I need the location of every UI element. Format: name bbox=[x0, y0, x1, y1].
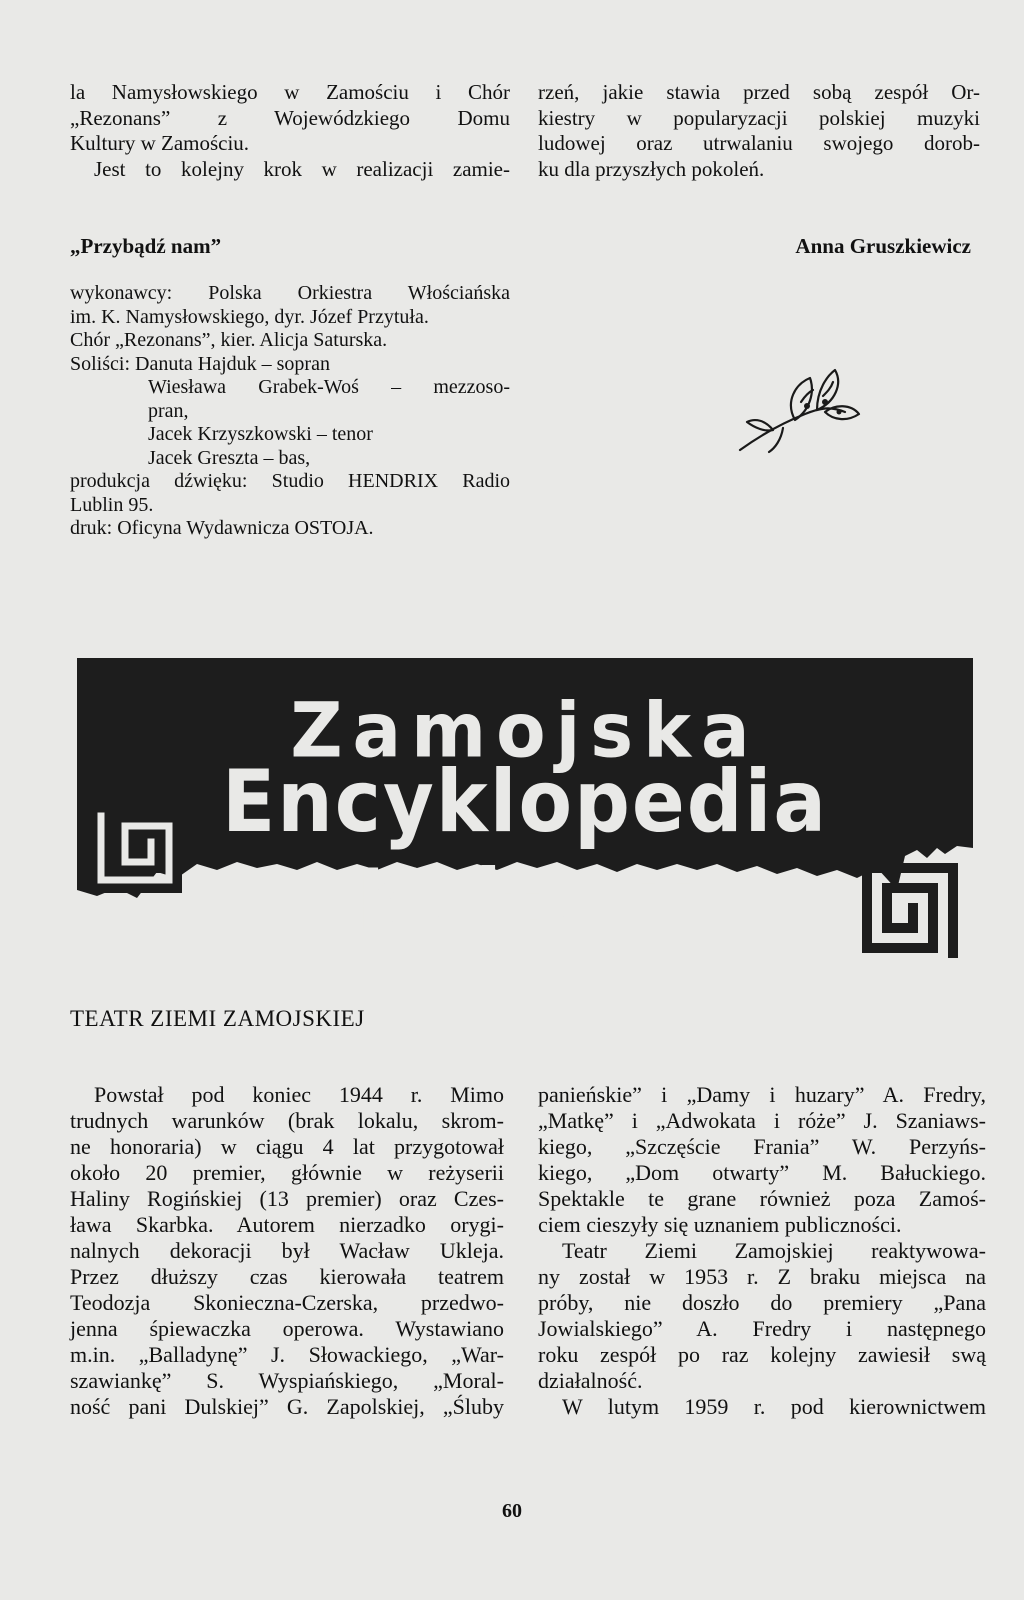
text-line: ludowej oraz utrwalaniu swojego dorob- bbox=[538, 131, 980, 155]
top-left-text bbox=[70, 80, 510, 182]
text-line: Teatr Ziemi Zamojskiej reaktywowa- bbox=[562, 1238, 986, 1263]
text-line: W lutym 1959 r. pod kierownictwem bbox=[562, 1394, 986, 1419]
body-left-column bbox=[70, 1082, 504, 1420]
credit-line: Chór „Rezonans”, kier. Alicja Saturska. bbox=[70, 329, 388, 351]
text-line: szawiankę” S. Wyspiańskiego, „Moral- bbox=[70, 1368, 504, 1393]
encyclopedia-banner bbox=[77, 658, 973, 958]
credit-line: pran, bbox=[148, 399, 189, 422]
text-line: kiestry w popularyzacji polskiej muzyki bbox=[538, 105, 980, 130]
credit-line: druk: Oficyna Wydawnicza OSTOJA. bbox=[70, 517, 374, 539]
text-line: jenna śpiewaczka operowa. Wystawiano bbox=[70, 1316, 504, 1341]
text-line: Jowialskiego” A. Fredry i następnego bbox=[538, 1316, 986, 1341]
text-line: Przez dłuższy czas kierowała teatrem bbox=[70, 1264, 504, 1289]
text-line: ne honoraria) w ciągu 4 lat przygotował bbox=[70, 1134, 504, 1159]
credit-line: Jacek Krzyszkowski – tenor bbox=[148, 423, 373, 445]
text-line: Spektakle te grane również poza Zamoś- bbox=[538, 1186, 986, 1211]
text-line: Jest to kolejny krok w realizacji zamie- bbox=[94, 156, 510, 181]
text-line: ława Skarbka. Autorem nierzadko orygi- bbox=[70, 1212, 504, 1237]
section-heading: TEATR ZIEMI ZAMOJSKIEJ bbox=[70, 1006, 365, 1031]
text-line: ność pani Dulskiej” G. Zapolskiej, „Śluby bbox=[70, 1394, 504, 1419]
author-signature: Anna Gruszkiewicz bbox=[795, 234, 971, 258]
text-line: Teodozja Skonieczna-Czerska, przedwo- bbox=[70, 1290, 504, 1315]
album-credits bbox=[70, 282, 510, 541]
album-title: „Przybądź nam” bbox=[70, 234, 222, 258]
credit-line: im. K. Namysłowskiego, dyr. Józef Przytuła. bbox=[70, 305, 429, 328]
text-line: la Namysłowskiego w Zamościu i Chór bbox=[70, 80, 510, 104]
text-line: ku dla przyszłych pokoleń. bbox=[538, 156, 765, 181]
banner-title-line-1: Zamojska bbox=[290, 685, 760, 775]
text-line: rzeń, jakie stawia przed sobą zespół Or- bbox=[538, 80, 980, 104]
flower-ornament-icon bbox=[735, 362, 865, 472]
text-line: ciem cieszyły się uznaniem publiczności. bbox=[538, 1212, 902, 1237]
text-line: panieńskie” i „Damy i huzary” A. Fredry, bbox=[538, 1082, 986, 1107]
text-line: około 20 premier, głównie w reżyserii bbox=[70, 1160, 504, 1185]
text-line: Kultury w Zamościu. bbox=[70, 131, 250, 155]
top-right-text bbox=[538, 80, 980, 182]
text-line: Haliny Rogińskiej (13 premier) oraz Czes- bbox=[70, 1186, 504, 1211]
credit-line: Wiesława Grabek-Woś – mezzoso- bbox=[148, 376, 510, 398]
text-line: trudnych warunków (brak lokalu, skrom- bbox=[70, 1108, 504, 1133]
text-line: roku zespół po raz kolejny zawiesił swą bbox=[538, 1342, 986, 1367]
banner-title-line-2: Encyklopedia Kultury bbox=[221, 753, 829, 951]
text-line: m.in. „Balladynę” J. Słowackiego, „War- bbox=[70, 1342, 504, 1367]
text-line: ny został w 1953 r. Z braku miejsca na bbox=[538, 1264, 986, 1289]
credit-line: Soliści: Danuta Hajduk – sopran bbox=[70, 352, 330, 375]
page-number: 60 bbox=[502, 1500, 522, 1522]
credit-line: wykonawcy: Polska Orkiestra Włościańska bbox=[70, 282, 510, 304]
text-line: próby, nie doszło do premiery „Pana bbox=[538, 1290, 986, 1315]
text-line: kiego, „Szczęście Frania” W. Perzyńs- bbox=[538, 1134, 986, 1159]
text-line: nalnych dekoracji był Wacław Ukleja. bbox=[70, 1238, 504, 1263]
credit-line: Jacek Greszta – bas, bbox=[148, 446, 311, 469]
text-line: „Rezonans” z Wojewódzkiego Domu bbox=[70, 105, 510, 130]
text-line: Powstał pod koniec 1944 r. Mimo bbox=[94, 1082, 504, 1107]
text-line: „Matkę” i „Adwokata i róże” J. Szaniaws- bbox=[538, 1108, 986, 1133]
credit-line: Lublin 95. bbox=[70, 493, 154, 516]
text-line: kiego, „Dom otwarty” M. Bałuckiego. bbox=[538, 1160, 986, 1185]
body-right-column bbox=[538, 1082, 986, 1420]
text-line: działalność. bbox=[538, 1368, 643, 1393]
credit-line: produkcja dźwięku: Studio HENDRIX Radio bbox=[70, 470, 510, 492]
